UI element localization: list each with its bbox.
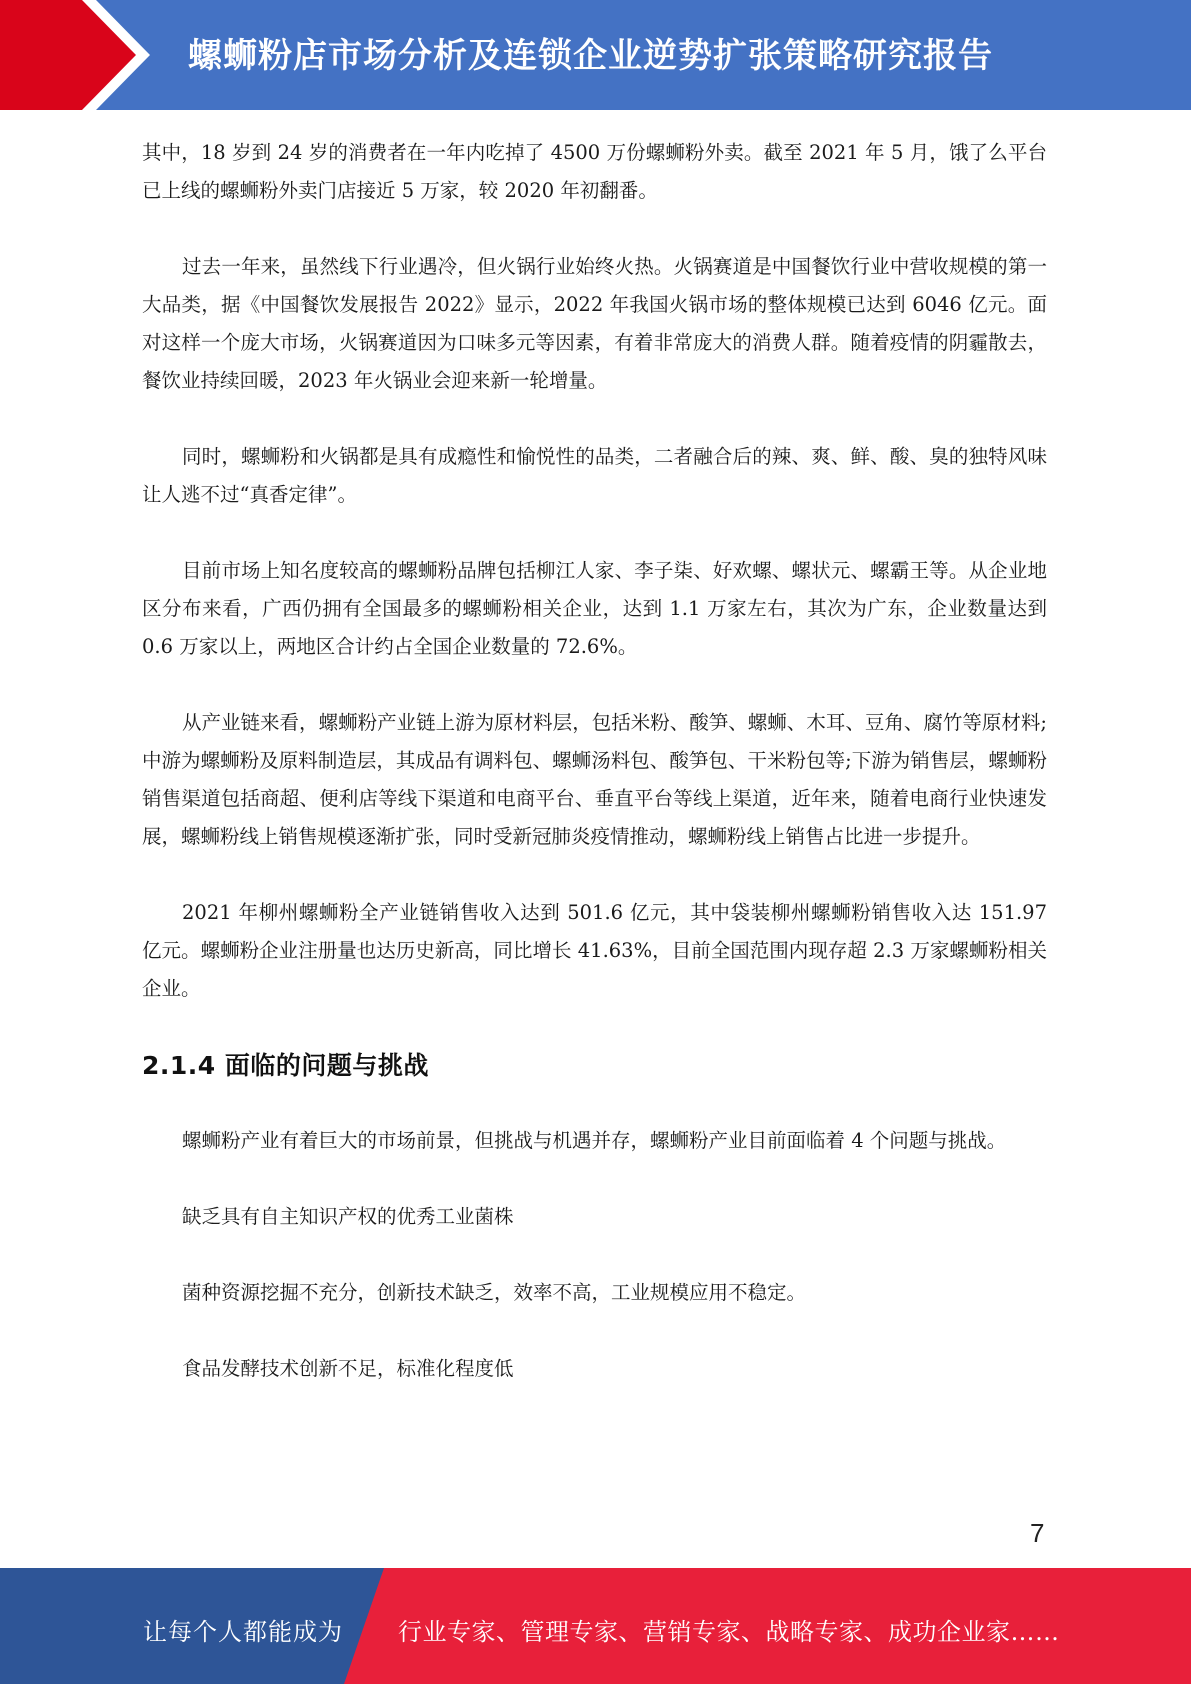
paragraph-strain-details: 菌种资源挖掘不充分，创新技术缺乏，效率不高，工业规模应用不稳定。 <box>182 1281 807 1304</box>
paragraph-revenue-2021: 2021 年柳州螺蛳粉全产业链销售收入达到 501.6 亿元，其中袋装柳州螺蛳粉销售收入达 151.97 亿元。螺蛳粉企业注册量也达历史新高，同比增长 41.63%，目前全国范围内现存超 2.3 万家螺蛳粉相关企业。 <box>142 901 1047 1000</box>
paragraph-industry-chain: 从产业链来看，螺蛳粉产业链上游为原材料层，包括米粉、酸笋、螺蛳、木耳、豆角、腐竹等原材料;中游为螺蛳粉及原料制造层，其成品有调料包、螺蛳汤料包、酸笋包、干米粉包等;下游为销售层，螺蛳粉销售渠道包括商超、便利店等线下渠道和电商平台、垂直平台等线上渠道，近年来，随着电商行业快速发展，螺蛳粉线上销售规模逐渐扩张，同时受新冠肺炎疫情推动，螺蛳粉线上销售占比进一步提升。 <box>142 711 1047 848</box>
paragraph-hotpot-market: 过去一年来，虽然线下行业遇冷，但火锅行业始终火热。火锅赛道是中国餐饮行业中营收规模的第一大品类，据《中国餐饮发展报告 2022》显示，2022 年我国火锅市场的整体规模已达到 6046 亿元。面对这样一个庞大市场，火锅赛道因为口味多元等因素，有着非常庞大的消费人群。随着疫情的阴霾散去，餐饮业持续回暖，2023 年火锅业会迎来新一轮增量。 <box>142 255 1047 392</box>
footer-slogan-right: 行业专家、管理专家、营销专家、战略专家、成功企业家…… <box>398 1618 1060 1646</box>
page-number: 7 <box>1030 1518 1045 1548</box>
header-banner <box>0 0 1191 110</box>
report-title: 螺蛳粉店市场分析及连锁企业逆势扩张策略研究报告 <box>188 36 993 76</box>
paragraph-challenge-fermentation: 食品发酵技术创新不足，标准化程度低 <box>182 1357 514 1380</box>
paragraph-brands-distribution: 目前市场上知名度较高的螺蛳粉品牌包括柳江人家、李子柒、好欢螺、螺状元、螺霸王等。从企业地区分布来看，广西仍拥有全国最多的螺蛳粉相关企业，达到 1.1 万家左右，其次为广东，企业数量达到 0.6 万家以上，两地区合计约占全国企业数量的 72.6%。 <box>142 559 1047 658</box>
paragraph-challenge-strains: 缺乏具有自主知识产权的优秀工业菌株 <box>182 1205 514 1228</box>
paragraph-challenges-intro: 螺蛳粉产业有着巨大的市场前景，但挑战与机遇并存，螺蛳粉产业目前面临着 4 个问题与挑战。 <box>182 1129 1007 1152</box>
section-heading: 2.1.4 面临的问题与挑战 <box>142 1051 429 1080</box>
page-body <box>142 134 1047 1426</box>
paragraph-takeout-stats: 其中，18 岁到 24 岁的消费者在一年内吃掉了 4500 万份螺蛳粉外卖。截至 2021 年 5 月，饿了么平台已上线的螺蛳粉外卖门店接近 5 万家，较 2020 年初翻番。 <box>142 141 1047 202</box>
footer-banner <box>0 1568 1191 1684</box>
footer-slogan-left: 让每个人都能成为 <box>143 1618 343 1646</box>
paragraph-flavor-fusion: 同时，螺蛳粉和火锅都是具有成瘾性和愉悦性的品类，二者融合后的辣、爽、鲜、酸、臭的独特风味让人逃不过“真香定律”。 <box>142 445 1047 506</box>
